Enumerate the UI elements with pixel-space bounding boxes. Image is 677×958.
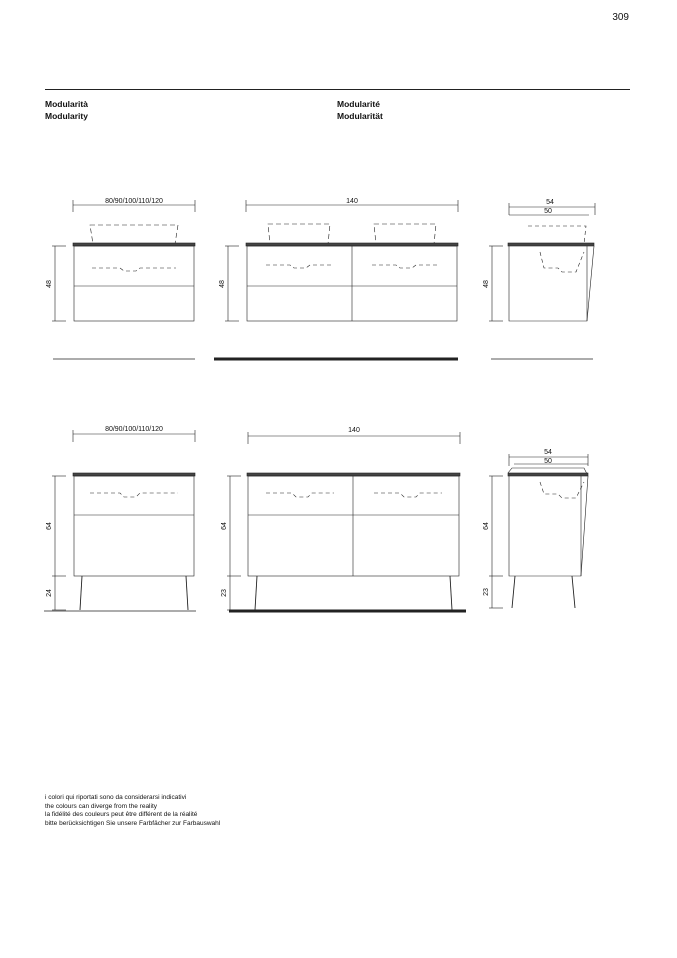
row2-single-height-label: 64 [46, 522, 53, 530]
row1-double-height-label: 48 [219, 280, 226, 288]
row2-double-height-label: 64 [221, 522, 228, 530]
row2-side-inner-label: 50 [544, 458, 552, 465]
row2-side-view [489, 454, 588, 608]
row1-single-unit [52, 200, 195, 359]
row1-side-outer-label: 54 [546, 199, 554, 206]
row1-side-inner-label: 50 [544, 208, 552, 215]
row1-single-width-label: 80/90/100/110/120 [105, 198, 163, 205]
heading-french: Modularité [337, 99, 380, 109]
row1-double-width-label: 140 [346, 198, 358, 205]
row2-single-leg-label: 24 [46, 589, 53, 597]
row2-double-leg-label: 23 [221, 589, 228, 597]
page-number: 309 [612, 12, 629, 23]
heading-german: Modularität [337, 111, 383, 121]
disclaimer-german: bitte berücksichtigen Sie unsere Farbfächer zur Farbauswahl [45, 819, 221, 827]
color-disclaimer [45, 794, 220, 828]
row1-side-view [489, 203, 595, 359]
row2-side-leg-label: 23 [483, 588, 490, 596]
disclaimer-french: la fidélité des couleurs peut être différent de la réalité [45, 811, 198, 818]
row2-single-unit [44, 430, 196, 611]
row2-double-width-label: 140 [348, 427, 360, 434]
disclaimer-english: the colours can diverge from the reality [45, 802, 157, 810]
row1-side-height-label: 48 [483, 280, 490, 288]
row2-side-height-label: 64 [483, 522, 490, 530]
row1-single-height-label: 48 [46, 280, 53, 288]
disclaimer-italian: i colori qui riportati sono da considerarsi indicativi [45, 794, 187, 801]
row2-double-unit [227, 432, 466, 611]
row2-side-outer-label: 54 [544, 449, 552, 456]
heading-italian: Modularità [45, 99, 88, 109]
heading-english: Modularity [45, 111, 88, 121]
row1-double-unit [214, 200, 458, 359]
row2-single-width-label: 80/90/100/110/120 [105, 426, 163, 433]
